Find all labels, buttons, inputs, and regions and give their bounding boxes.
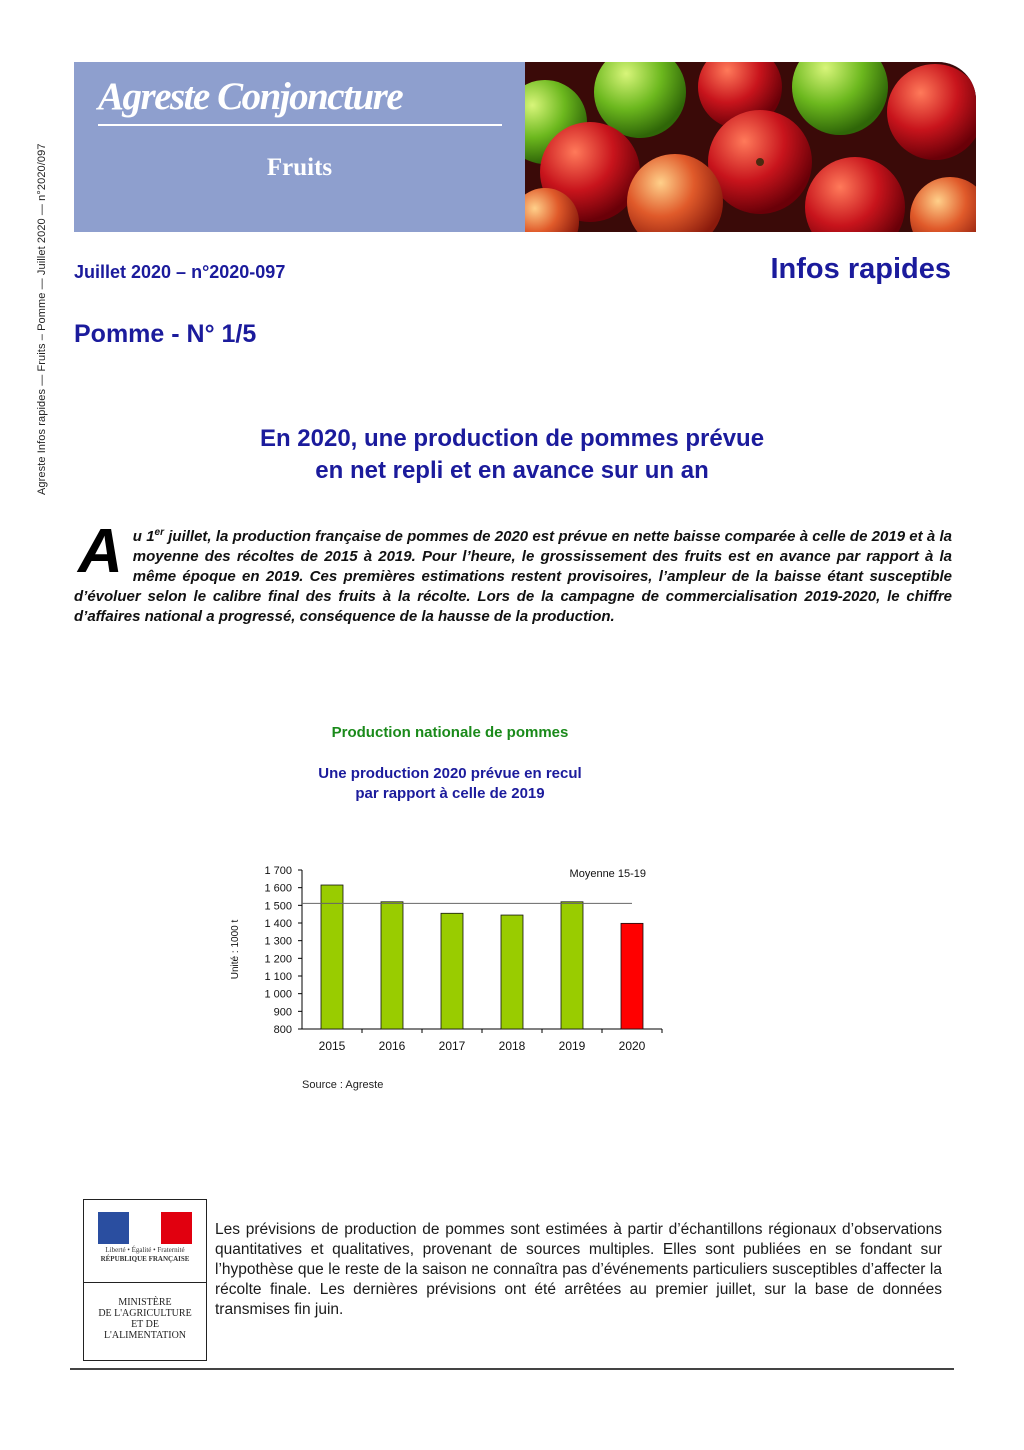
x-tick-label: 2020 — [618, 1039, 646, 1053]
chart-title-line-1: Une production 2020 prévue en recul — [318, 765, 582, 782]
x-tick-label: 2016 — [378, 1039, 406, 1053]
y-tick-label: 1 600 — [264, 882, 292, 895]
x-tick-label: 2018 — [498, 1039, 526, 1053]
bar-2017 — [441, 913, 463, 1029]
marianne-flag-icon — [98, 1212, 192, 1244]
x-tick-label: 2017 — [438, 1039, 466, 1053]
average-reference-label: Moyenne 15-19 — [569, 868, 646, 880]
intro-paragraph — [74, 517, 952, 627]
y-tick-label: 1 200 — [264, 953, 292, 966]
y-tick-label: 1 500 — [264, 900, 292, 913]
series-title: Fruits — [266, 154, 333, 181]
ministry-line: DE L'AGRICULTURE — [98, 1308, 192, 1319]
chart-title-line-2: par rapport à celle de 2019 — [355, 785, 545, 802]
production-bar-chart — [220, 855, 690, 1065]
sidebar-running-text: Agreste Infos rapides — Fruits – Pomme — Juillet 2020 — n°2020/097 — [36, 143, 48, 495]
issue-date-number: Juillet 2020 – n°2020-097 — [74, 262, 286, 282]
republic-motto: Liberté • Égalité • Fraternité — [105, 1246, 185, 1254]
headline — [140, 423, 884, 487]
subject-title: Pomme - N° 1/5 — [74, 320, 257, 348]
y-tick-label: 800 — [273, 1024, 292, 1036]
y-tick-label: 1 400 — [264, 918, 292, 930]
drop-cap: A — [78, 517, 123, 586]
header-banner — [74, 62, 976, 232]
ministry-line: MINISTÈRE — [118, 1297, 172, 1308]
republic-caption — [88, 1246, 202, 1264]
intro-text-start: u 1 — [132, 528, 155, 545]
methodology-note: Les prévisions de production de pommes sont estimées à partir d’échantillons régionaux d’observations quantitatives et qualitatives, provenant de sources multiples. Elles sont publiées en se fondant sur l’hypothèse que le reste de la saison ne connaîtra pas d’événements particuliers susceptibles d’affecter la récolte finale. Les dernières prévisions ont été arrêtées au premier juillet, sur la base de données transmises fin juin. — [215, 1221, 942, 1318]
brand-underline — [98, 124, 502, 126]
intro-text-rest: juillet, la production française de pommes de 2020 est prévue en nette baisse comparée à celle de 2019 et à la moyenne des récoltes de 2015 à 2019. Pour l’heure, le grossissement des fruits est en avance par rapport à la même époque en 2019. Ces premières estimations restent provisoires, l’ampleur de la baisse étant susceptible d’évoluer selon le calibre final des fruits à la récolte. Lors de la campagne de commercialisation 2019-2020, le chiffre d’affaires national a progressé, conséquence de la hausse de la production. — [74, 528, 952, 625]
chart-caption: Production nationale de pommes — [331, 724, 569, 741]
y-tick-label: 900 — [273, 1006, 292, 1019]
ministry-name — [86, 1297, 204, 1341]
ministry-line: L'ALIMENTATION — [103, 1330, 187, 1341]
republic-name: RÉPUBLIQUE FRANÇAISE — [100, 1255, 190, 1263]
bar-2018 — [501, 915, 523, 1029]
y-tick-label: 1 700 — [264, 865, 292, 877]
bar-2019 — [561, 902, 583, 1029]
y-tick-label: 1 000 — [264, 988, 292, 1001]
brand-title: Agreste Conjoncture — [98, 75, 403, 118]
bar-2020 — [621, 923, 643, 1029]
x-tick-label: 2015 — [318, 1039, 346, 1053]
ministry-line: ET DE — [131, 1319, 159, 1330]
bar-2015 — [321, 885, 343, 1029]
ministry-logo — [83, 1199, 207, 1361]
banner-brand-panel — [74, 62, 525, 232]
chart-title — [250, 764, 650, 804]
x-tick-label: 2019 — [558, 1039, 586, 1053]
y-axis-label: Unité : 1000 t — [230, 919, 241, 980]
y-tick-label: 1 300 — [264, 935, 292, 948]
bar-2016 — [381, 902, 403, 1029]
intro-superscript: er — [154, 527, 164, 538]
publication-kind: Infos rapides — [770, 253, 951, 285]
headline-line-1: En 2020, une production de pommes prévue — [259, 425, 765, 452]
y-tick-label: 1 100 — [264, 971, 292, 983]
logo-divider — [84, 1282, 206, 1283]
chart-source: Source : Agreste — [302, 1079, 384, 1091]
headline-line-2: en net repli et en avance sur un an — [315, 457, 709, 484]
apples-photo — [525, 62, 976, 232]
footer-rule — [70, 1368, 954, 1370]
